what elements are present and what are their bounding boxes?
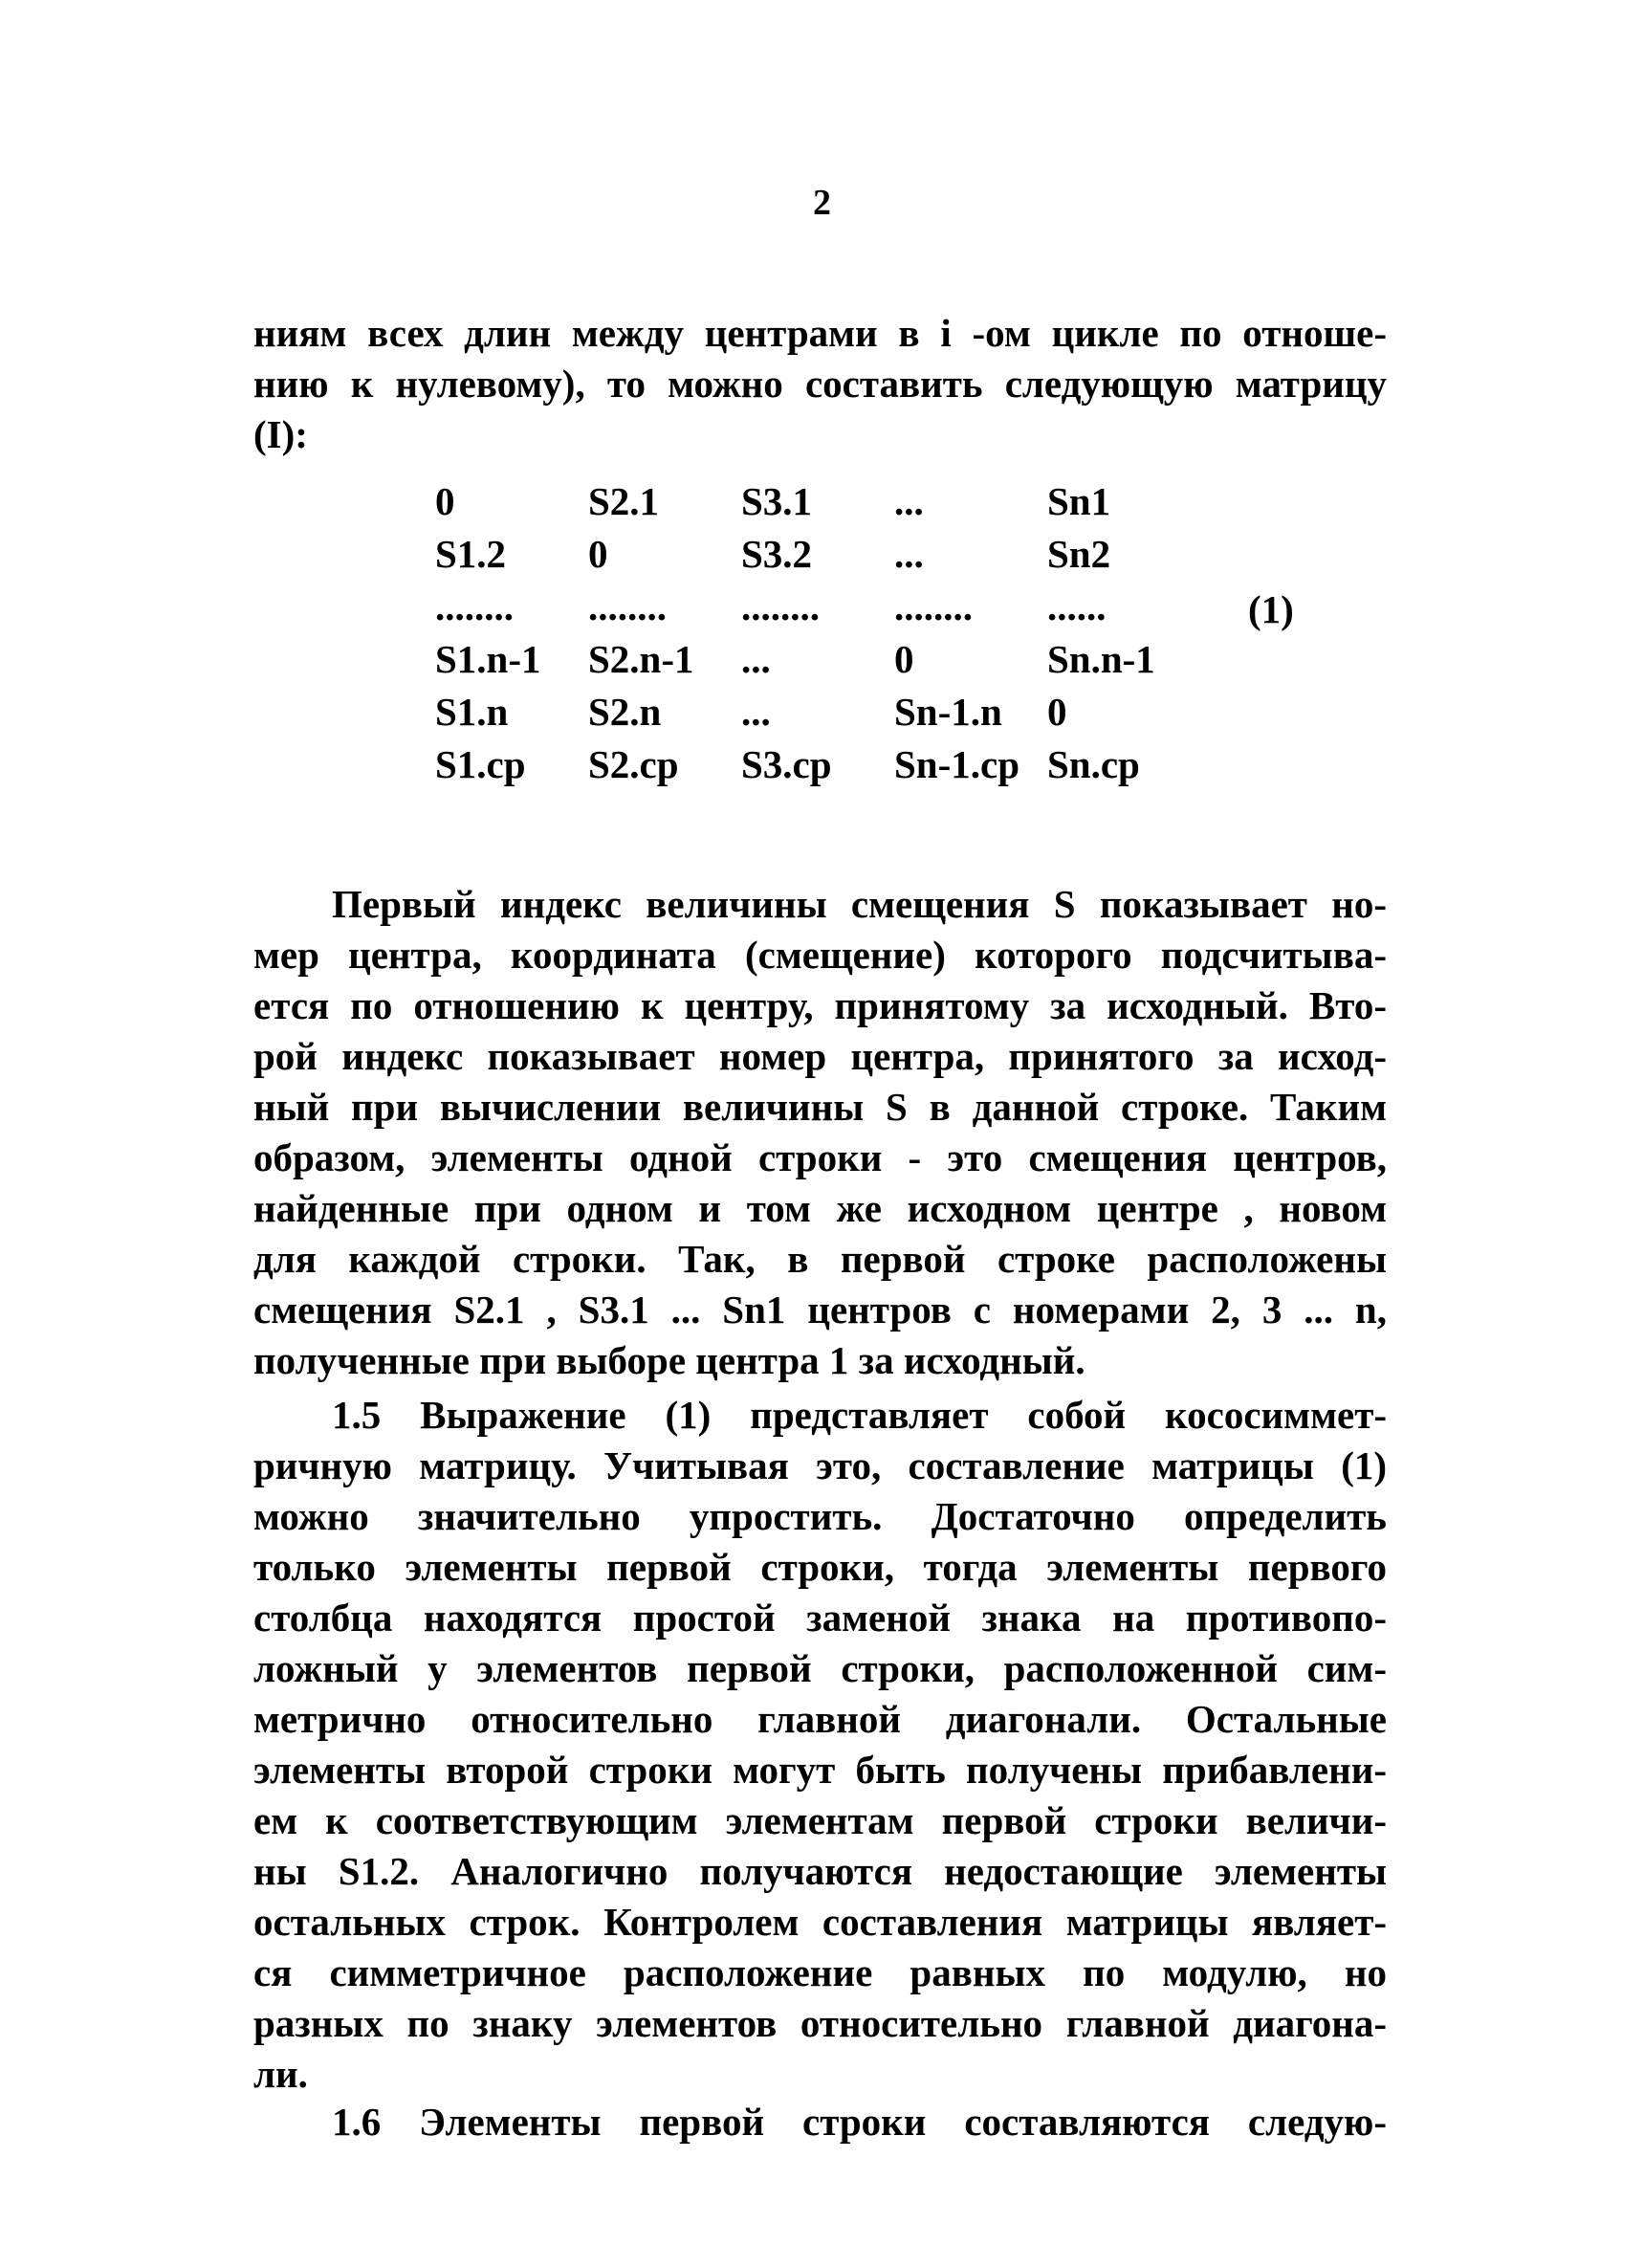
matrix-cell: S3.2 — [741, 532, 813, 576]
matrix-cell: S2.1 — [588, 479, 660, 523]
matrix-cell: S2.n — [588, 690, 662, 734]
page-number: 2 — [813, 183, 831, 223]
matrix-cell: ...... — [1047, 584, 1107, 628]
matrix-cell: 0 — [894, 637, 914, 681]
matrix-cell: S1.n — [435, 690, 509, 734]
text-line: ется по отношению к центру, принятому за исходный. Вто- — [253, 983, 1387, 1027]
intro-paragraph — [253, 308, 1387, 460]
matrix-row — [435, 584, 1200, 636]
paragraph-1-5 — [253, 1390, 1387, 2100]
equation-number: (1) — [1248, 587, 1294, 631]
matrix-cell: S2.cp — [588, 742, 679, 786]
text-line: остальных строк. Контролем составления матрицы являет- — [253, 1900, 1387, 1944]
matrix-cell: ........ — [588, 584, 667, 628]
text-line: ный при вычислении величины S в данной строке. Таким — [253, 1085, 1387, 1129]
matrix-cell: 0 — [1047, 690, 1067, 734]
text-line: для каждой строки. Так, в первой строке расположены — [253, 1237, 1387, 1281]
paragraph-1 — [253, 879, 1387, 1386]
matrix-cell: S2.n-1 — [588, 637, 694, 681]
matrix-cell: S1.n-1 — [435, 637, 541, 681]
matrix-cell: Sn1 — [1047, 479, 1111, 523]
text-line: образом, элементы одной строки - это смещения центров, — [253, 1135, 1387, 1179]
matrix-cell: ... — [894, 479, 924, 523]
text-line: рой индекс показывает номер центра, принятого за исход- — [253, 1034, 1387, 1078]
text-line: Первый индекс величины смещения S показывает но- — [332, 882, 1387, 926]
matrix-cell: 0 — [588, 532, 608, 576]
matrix-cell: Sn-1.cp — [894, 742, 1020, 786]
matrix-row — [435, 636, 1200, 689]
matrix-cell: ........ — [435, 584, 514, 628]
matrix-cell: ........ — [741, 584, 820, 628]
matrix-cell: S3.1 — [741, 479, 813, 523]
matrix-cell: Sn.n-1 — [1047, 637, 1155, 681]
matrix-cell: Sn2 — [1047, 532, 1111, 576]
text-line: нию к нулевому), то можно составить следующую матрицу — [253, 362, 1387, 406]
paragraph-1-6 — [253, 2097, 1387, 2147]
matrix-cell: S3.cp — [741, 742, 832, 786]
text-line: ны S1.2. Аналогично получаются недостающие элементы — [253, 1849, 1387, 1893]
text-line: 1.6 Элементы первой строки составляются следую- — [332, 2100, 1387, 2144]
text-line: мер центра, координата (смещение) которого подсчитыва- — [253, 933, 1387, 977]
matrix-cell: Sn.cp — [1047, 742, 1140, 786]
matrix-cell: ... — [741, 637, 771, 681]
text-line: найденные при одном и том же исходном центре , новом — [253, 1186, 1387, 1230]
matrix-row — [435, 478, 1200, 531]
matrix-cell: S1.cp — [435, 742, 526, 786]
text-line: разных по знаку элементов относительно главной диагона- — [253, 2001, 1387, 2045]
text-line: смещения S2.1 , S3.1 ... Sn1 центров с номерами 2, 3 ... n, — [253, 1288, 1387, 1332]
text-line: ли. — [253, 2052, 308, 2096]
matrix-cell: 0 — [435, 479, 455, 523]
text-line: ся симметричное расположение равных по модулю, но — [253, 1950, 1387, 1994]
text-line: элементы второй строки могут быть получены прибавлени- — [253, 1748, 1387, 1792]
text-line: можно значительно упростить. Достаточно определить — [253, 1494, 1387, 1538]
text-line: метрично относительно главной диагонали. Остальные — [253, 1697, 1387, 1741]
matrix-cell: Sn-1.n — [894, 690, 1002, 734]
text-line: ниям всех длин между центрами в i -ом цикле по отноше- — [253, 311, 1387, 355]
text-line: ложный у элементов первой строки, расположенной сим- — [253, 1646, 1387, 1690]
matrix-1 — [435, 478, 1200, 794]
matrix-cell: ... — [894, 532, 924, 576]
text-line: (I): — [253, 412, 308, 456]
matrix-row — [435, 689, 1200, 741]
text-line: ем к соответствующим элементам первой строки величи- — [253, 1798, 1387, 1842]
text-line: только элементы первой строки, тогда элементы первого — [253, 1545, 1387, 1589]
text-line: 1.5 Выражение (1) представляет собой кососиммет- — [332, 1393, 1387, 1437]
matrix-cell: S1.2 — [435, 532, 507, 576]
matrix-cell: ........ — [894, 584, 973, 628]
text-line: столбца находятся простой заменой знака на противопо- — [253, 1596, 1387, 1640]
matrix-cell: ... — [741, 690, 771, 734]
text-line: ричную матрицу. Учитывая это, составление матрицы (1) — [253, 1443, 1387, 1487]
matrix-row — [435, 741, 1200, 794]
text-line: полученные при выборе центра 1 за исходный. — [253, 1338, 1085, 1382]
matrix-row — [435, 531, 1200, 584]
